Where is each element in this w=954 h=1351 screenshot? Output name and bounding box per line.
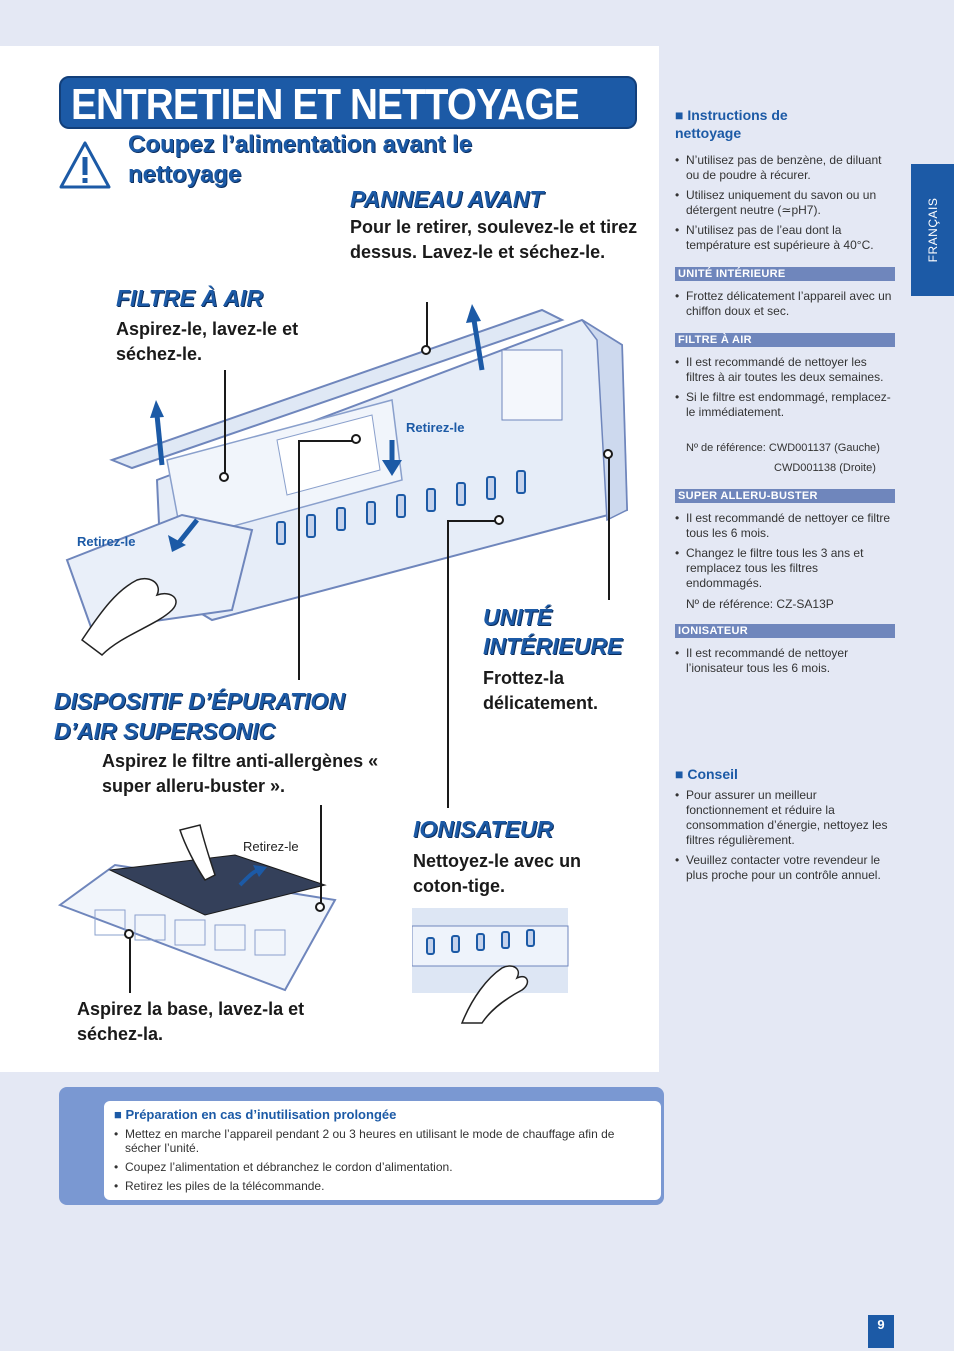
filtre-item: • Si le filtre est endommagé, remplacez-le immédiatement.: [675, 390, 897, 420]
retirez-label-left: Retirez-le: [77, 534, 136, 549]
instructions-heading: ■ Instructions de nettoyage: [675, 107, 788, 141]
ion-item: • Il est recommandé de nettoyer l’ionisateur tous les 6 mois.: [675, 646, 897, 676]
ionizer-illustration: [412, 908, 570, 1024]
unite-bar: UNITÉ INTÉRIEURE: [675, 267, 895, 281]
pointer-dot-panneau: [421, 345, 431, 355]
ion-list: [675, 646, 897, 681]
pointer-dot-superalleru: [315, 902, 325, 912]
page-title: ENTRETIEN ET NETTOYAGE: [71, 80, 579, 129]
filter-illustration: [55, 815, 345, 1000]
filtre-text: Aspirez-le, lavez-le et séchez-le.: [116, 319, 299, 364]
instruction-item: • N’utilisez pas de benzène, de diluant ou de poudre à récurer.: [675, 153, 897, 183]
pointer-base: [129, 935, 131, 993]
panneau-avant-text: Pour le retirer, soulevez-le et tirez dessus. Lavez-le et séchez-le.: [350, 217, 638, 262]
panneau-avant-heading: PANNEAU AVANT: [350, 186, 544, 212]
page-number: 9: [868, 1315, 894, 1348]
pointer-dot-ionisateur: [494, 515, 504, 525]
filtre-heading: FILTRE À AIR: [116, 285, 263, 311]
title-bar: [59, 76, 637, 129]
filtre-bar: FILTRE À AIR: [675, 333, 895, 347]
bottom-box: [104, 1101, 661, 1200]
unite-text: Frottez-la délicatement.: [483, 668, 599, 713]
conseil-list: [675, 788, 897, 888]
super-bar: SUPER ALLERU-BUSTER: [675, 489, 895, 503]
ion-bar: IONISATEUR: [675, 624, 895, 638]
retirez-label-filter: Retirez-le: [243, 839, 299, 854]
bottom-list: [114, 1127, 651, 1193]
warning-text: Coupez l’alimentation avant le nettoyage: [128, 131, 473, 188]
bottom-heading: ■ Préparation en cas d’inutilisation prolongée: [114, 1107, 397, 1122]
pointer-dot-unite: [603, 449, 613, 459]
pointer-ionisateur: [447, 520, 449, 808]
dispositif-text: Aspirez le filtre anti-allergènes « super alleru-buster ».: [102, 751, 379, 796]
conseil-item: • Veuillez contacter votre revendeur le plus proche pour un contrôle annuel.: [675, 853, 897, 883]
pointer-ionisateur-h: [447, 520, 497, 522]
super-list: [675, 511, 897, 596]
pointer-unite: [608, 455, 610, 600]
pointer-superalleru: [320, 805, 322, 905]
ionisateur-heading: IONISATEUR: [413, 816, 554, 842]
super-item: • Il est recommandé de nettoyer ce filtre tous les 6 mois.: [675, 511, 897, 541]
dispositif-heading-2: D’AIR SUPERSONIC: [54, 718, 276, 744]
conseil-item: • Pour assurer un meilleur fonctionnement et réduire la consommation d’énergie, nettoyez les filtres régulièrement.: [675, 788, 897, 848]
pointer-dispositif-h: [298, 440, 353, 442]
pointer-filtre: [224, 370, 226, 475]
super-ref: Nº de référence: CZ-SA13P: [686, 597, 834, 611]
pointer-dot-dispositif: [351, 434, 361, 444]
unite-item: • Frottez délicatement l’appareil avec un chiffon doux et sec.: [675, 289, 897, 319]
filtre-list: [675, 355, 897, 425]
warning-icon: [58, 140, 112, 190]
language-label: FRANÇAIS: [925, 197, 940, 263]
bottom-item: • Mettez en marche l’appareil pendant 2 ou 3 heures en utilisant le mode de chauffage afin de sécher l’unité.: [114, 1127, 651, 1155]
bottom-item: • Retirez les piles de la télécommande.: [114, 1179, 651, 1193]
dispositif-heading-1: DISPOSITIF D’ÉPURATION: [54, 688, 345, 714]
filtre-item: • Il est recommandé de nettoyer les filtres à air toutes les deux semaines.: [675, 355, 897, 385]
bottom-item: • Coupez l’alimentation et débranchez le cordon d’alimentation.: [114, 1160, 651, 1174]
super-item: • Changez le filtre tous les 3 ans et remplacez tous les filtres endommagés.: [675, 546, 897, 591]
unite-heading-2: INTÉRIEURE: [483, 633, 623, 659]
pointer-dot-filtre: [219, 472, 229, 482]
pointer-dispositif: [298, 440, 300, 680]
pointer-panneau: [426, 302, 428, 350]
language-tab: [911, 164, 954, 296]
retirez-label-top: Retirez-le: [406, 420, 465, 435]
filtre-ref-2: CWD001138 (Droite): [774, 462, 876, 474]
filtre-ref-1: Nº de référence: CWD001137 (Gauche): [686, 442, 880, 454]
instructions-list: [675, 153, 897, 258]
instruction-item: • Utilisez uniquement du savon ou un détergent neutre (≃pH7).: [675, 188, 897, 218]
unite-list: [675, 289, 897, 324]
conseil-heading: ■ Conseil: [675, 766, 738, 782]
unite-heading-1: UNITÉ: [483, 604, 552, 630]
ionisateur-text: Nettoyez-le avec un coton-tige.: [413, 851, 582, 896]
pointer-dot-base: [124, 929, 134, 939]
base-text: Aspirez la base, lavez-la et séchez-la.: [77, 999, 305, 1044]
instruction-item: • N’utilisez pas de l’eau dont la température est supérieure à 40°C.: [675, 223, 897, 253]
